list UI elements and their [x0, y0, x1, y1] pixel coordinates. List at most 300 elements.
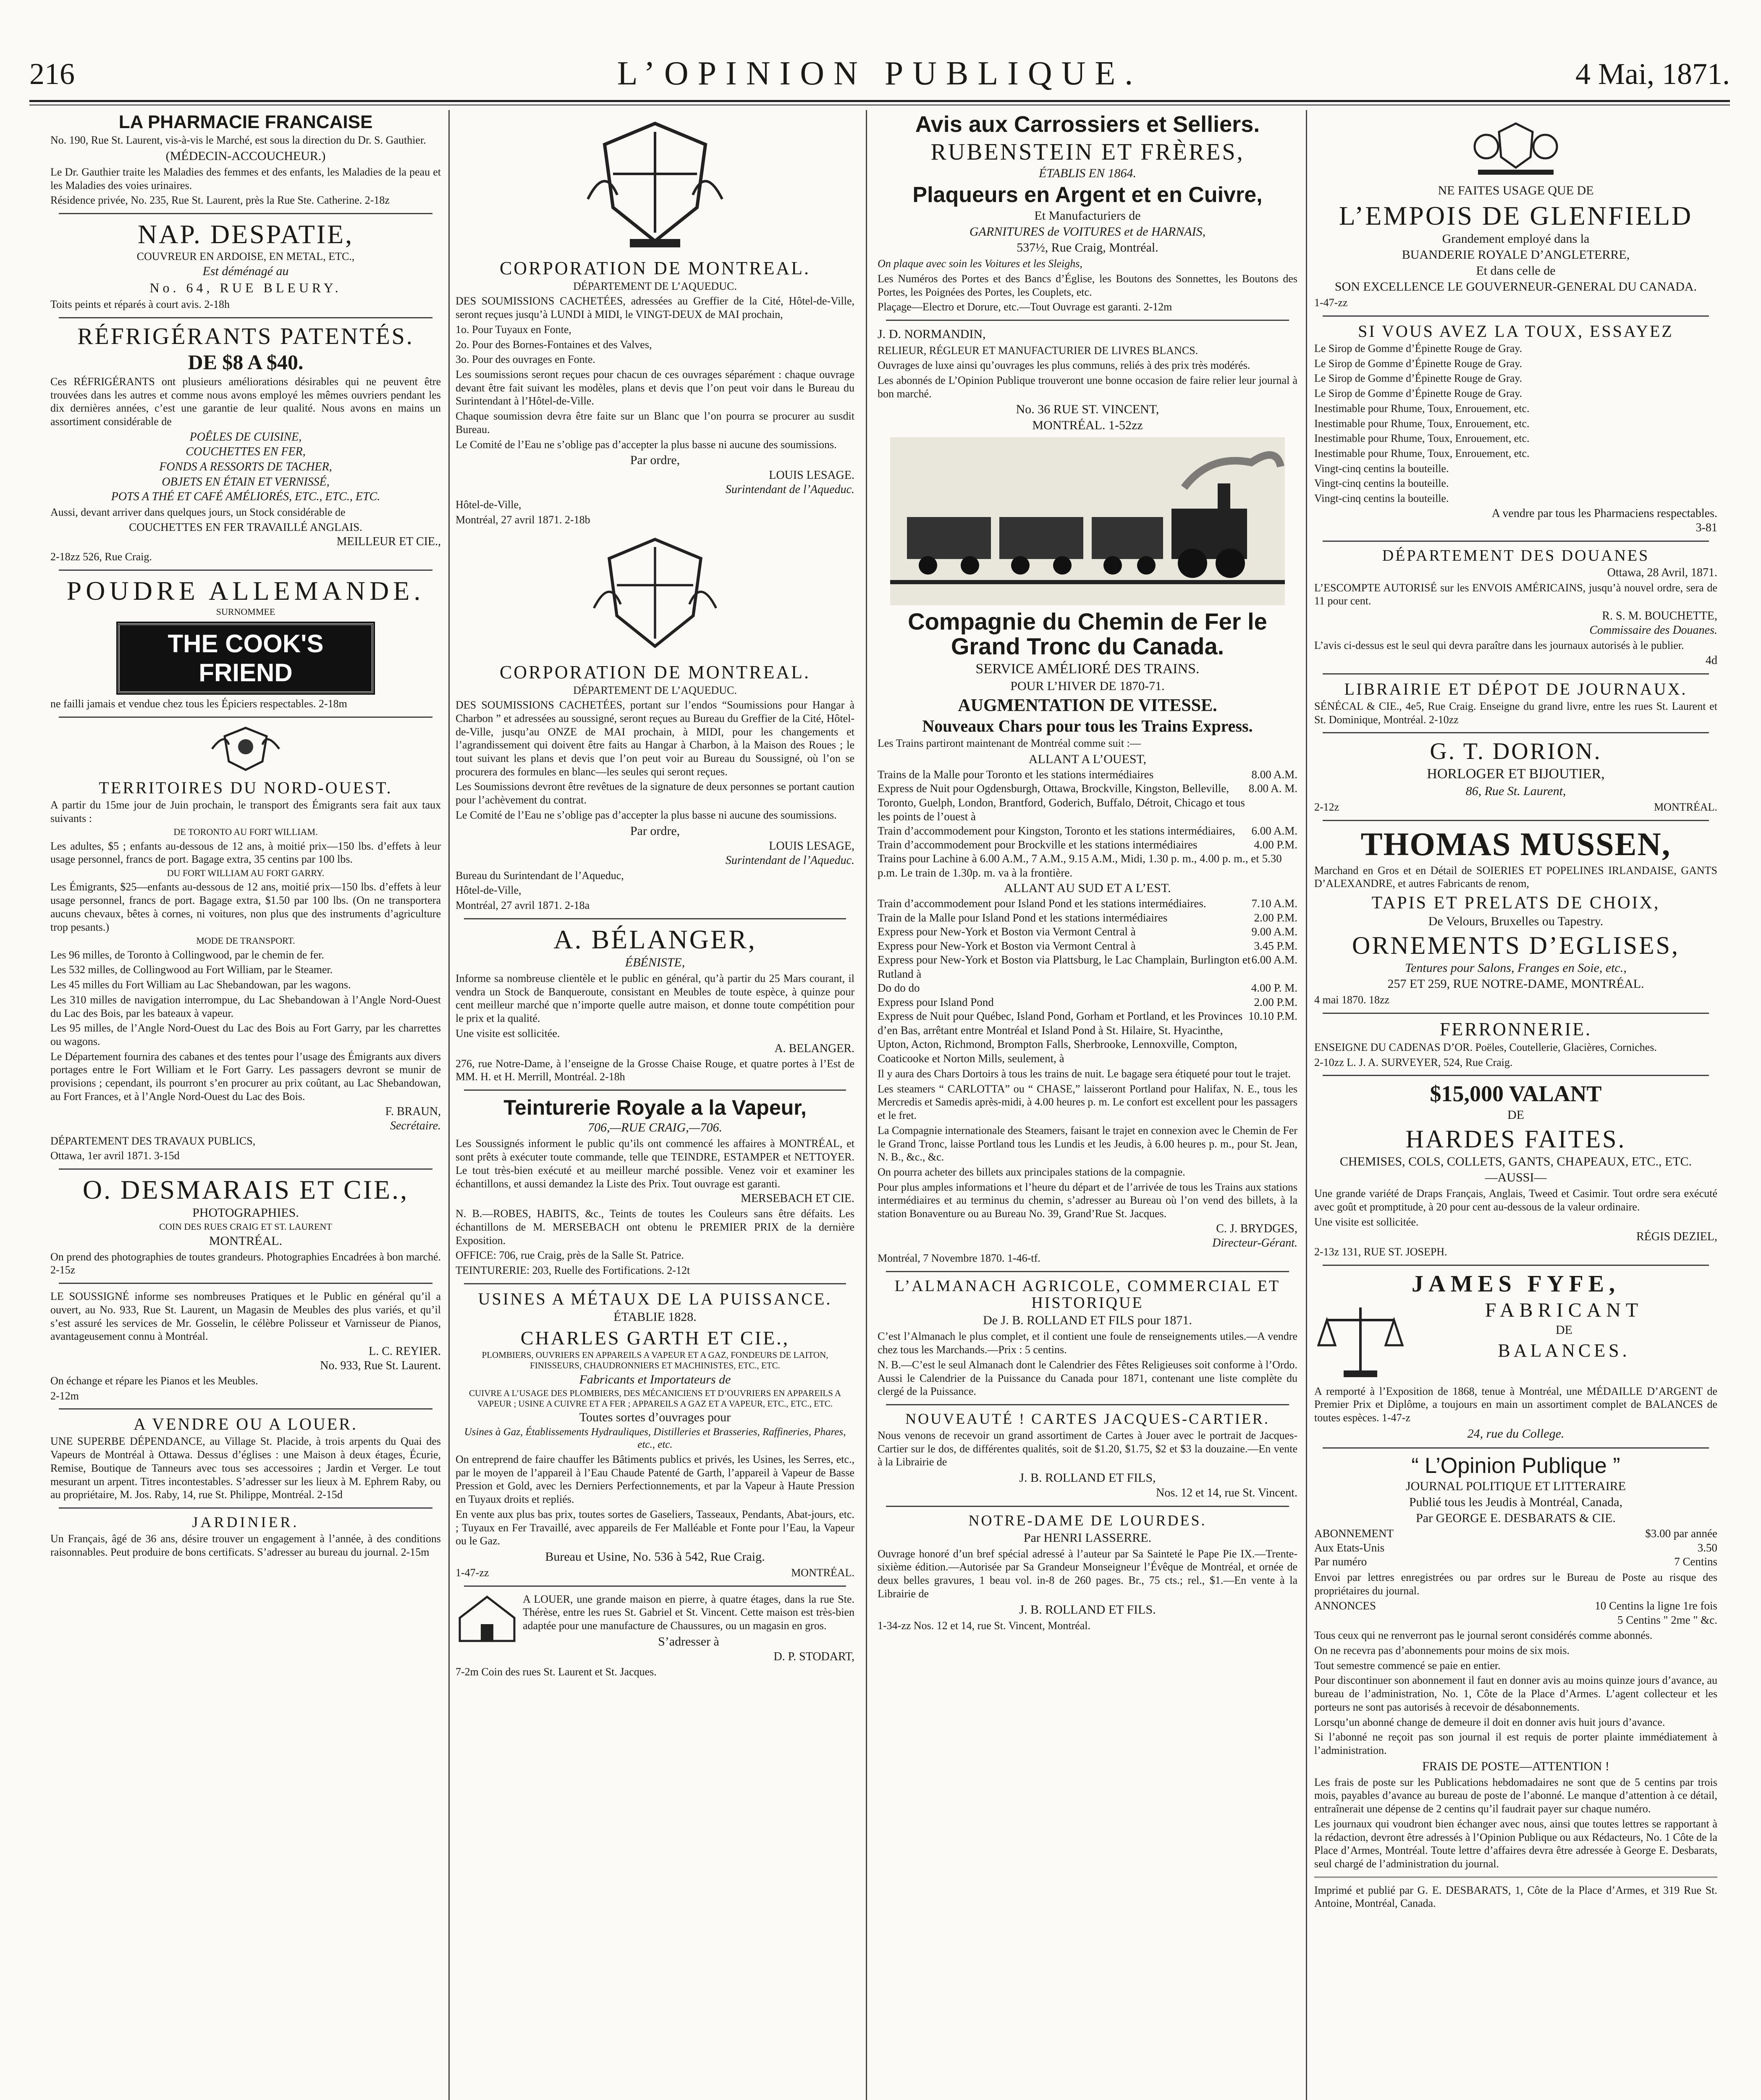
ad-text: Le Dr. Gauthier traite les Maladies des femmes et des enfants, les Maladies de la peau et les Maladies des voies urinaires. — [50, 165, 441, 192]
ad-text: A remporté à l’Exposition de 1868, tenue à Montréal, une MÉDAILLE D’ARGENT de Premier Prix et Diplôme, a toujours en main un assortiment complet de BALANCES de toutes espèces. 1-47-z — [1314, 1385, 1717, 1424]
ad-item: Inestimable pour Rhume, Toux, Enrouement, etc. — [1314, 417, 1530, 430]
ad-text: Hôtel-de-Ville, — [456, 499, 521, 511]
ad-text: DES SOUMISSIONS CACHETÉES, adressées au Greffier de la Cité, Hôtel-de-Ville, seront reçues jusqu’à LUNDI à MIDI, le VINGT-DEUX de MAI prochain, — [456, 295, 854, 321]
ad-text: Et Manufacturiers de — [1034, 209, 1141, 223]
ad-text: Il y aura des Chars Dortoirs à tous les trains de nuit. Le bagage sera étiqueté pour tout le trajet. — [878, 1068, 1291, 1080]
ad-corporation-1 — [456, 259, 854, 527]
ad-text: Un Français, âgé de 36 ans, désire trouver un engagement à l’année, à des conditions raisonnables. Peut produire de bons certificats. S’adresser au bureau du journal. 2-15m — [50, 1532, 441, 1558]
ad-text: DES SOUMISSIONS CACHETÉES, portant sur l’endos “Soumissions pour Hangar à Charbon ” et adressées au soussigné, seront reçues au Bureau du Greffier de la Cité, Hôtel-de-Ville, jusqu’au ONZE de MAI prochain, à MIDI, pour les changements et l’agrandissement qui doivent être faits au Hangar à Charbon, à la Maison des Roues ; le tout suivant les plans et devis que l’on peut voir au Bureau du Soussigné, où l’on se procurera des formules en blanc—les seules qui seront reçues. — [456, 699, 854, 778]
ad-usines — [456, 1290, 854, 1580]
ad-item: 1o. Pour Tuyaux en Fonte, — [456, 323, 571, 336]
ad-text: L’ESCOMPTE AUTORISÉ sur les ENVOIS AMÉRICAINS, jusqu’à nouvel ordre, sera de 11 pour cent. — [1314, 581, 1717, 607]
ad-text: Chaque soumission devra être faite sur un Blanc que l’on pourra se procurer au susdit Bureau. — [456, 410, 854, 436]
ad-text: Publié tous les Jeudis à Montréal, Canada, — [1409, 1495, 1623, 1509]
montreal-crest-icon — [584, 532, 726, 658]
ad-item: Le Sirop de Gomme d’Épinette Rouge de Gray. — [1314, 372, 1523, 385]
house-icon — [456, 1593, 519, 1643]
ad-pharmacie — [50, 113, 441, 207]
ad-text: Pour plus amples informations et l’heure du départ et de l’arrivée de tous les Trains aux stations intermédiaires et au terminus du chemin, s’adresser au Bureau où l’on vend des billets, à la station Bonaventure ou au Bureau No. 39, Grand’Rue St. Jacques. — [878, 1181, 1297, 1220]
ad-text: Les 532 milles, de Collingwood au Fort William, par le Steamer. — [50, 963, 333, 976]
ad-address: Bureau et Usine, No. 536 à 542, Rue Craig. — [545, 1549, 765, 1564]
schedule-row: Do do do 4.00 P. M. — [878, 982, 1297, 995]
ad-address: 276, rue Notre-Dame, à l’enseigne de la Grosse Chaise Rouge, et quatre portes à l’Est de MM. H. et H. Merrill, Montréal. 2-18h — [456, 1057, 854, 1083]
ad-cartes — [878, 1411, 1297, 1500]
ad-footer: Toits peints et réparés à court avis. 2-18h — [50, 298, 230, 310]
ad-subtitle: RELIEUR, RÉGLEUR ET MANUFACTURIER DE LIVRES BLANCS. — [878, 344, 1198, 357]
ad-subtitle: HORLOGER ET BIJOUTIER, — [1427, 766, 1605, 782]
ad-text: Informe sa nombreuse clientèle et le public en général, qu’à partir du 25 Mars courant, il vendra un Stock de Banqueroute, consistant en Meubles de toute espèce, à quinze pour cent meilleur marché que n’importe quelle autre maison, et donne toute compétition pour le prix et la qualité. — [456, 972, 854, 1025]
ad-text: Envoi par lettres enregistrées ou par ordres sur le Bureau de Poste au risque des propriétaires du journal. — [1314, 1571, 1717, 1597]
locomotive-illustration — [890, 437, 1285, 605]
ad-signature: C. J. BRYDGES, — [1216, 1222, 1297, 1235]
ad-text: En vente aux plus bas prix, toutes sortes de Gaseliers, Tasseaux, Pendants, Abat-jours, etc. ; Tuyaux en Fer Travaillé, avec appareils de Fer Malléable et Fonte pour l’Eau, la Vapeur ou le Gaz. — [456, 1508, 854, 1547]
ad-signature: Secrétaire. — [390, 1119, 441, 1132]
ad-text: Le Comité de l’Eau ne s’oblige pas d’accepter la plus basse ni aucune des soumissions. — [456, 438, 837, 451]
ad-footer: 3-81 — [1695, 521, 1717, 534]
ad-text: Fabricants et Importateurs de — [579, 1372, 731, 1386]
ad-text: Les 310 milles de navigation interrompue, du Lac Shebandowan à l’Angle Nord-Ouest du Lac des Bois, par les bateaux à vapeur. — [50, 993, 441, 1019]
ad-text: S’adresser à — [658, 1634, 719, 1648]
ad-text: On ne recevra pas d’abonnements pour moins de six mois. — [1314, 1644, 1570, 1656]
newspaper-title: L’OPINION PUBLIQUE. — [617, 55, 1143, 92]
ad-address: No. 36 RUE ST. VINCENT, — [1016, 402, 1159, 417]
ad-footer: 2-10zz L. J. A. SURVEYER, 524, Rue Craig. — [1314, 1056, 1513, 1068]
ad-text: Ouvrages de luxe ainsi qu’ouvrages les plus communs, reliés à des prix très modérés. — [878, 359, 1250, 372]
ad-text: No. 190, Rue St. Laurent, vis-à-vis le Marché, est sous la direction du Dr. S. Gauthier. — [50, 134, 426, 147]
ad-title: LA PHARMACIE FRANCAISE — [118, 112, 373, 132]
ad-toux — [1314, 323, 1717, 535]
ad-subtitle: BALANCES. — [1498, 1340, 1630, 1361]
rate-row: ABONNEMENT $3.00 par année — [1314, 1527, 1717, 1540]
ad-reyier — [50, 1290, 441, 1402]
imprint: Imprimé et publié par G. E. DESBARATS, 1, Côte de la Place d’Armes, et 319 Rue St. Antoine, Montréal, Canada. — [1314, 1884, 1717, 1910]
masthead-rule — [29, 100, 1730, 105]
ad-text: Une visite est sollicitée. — [456, 1027, 560, 1040]
ad-item: 3o. Pour des ouvrages en Fonte. — [456, 353, 595, 366]
ad-title: L’ALMANACH AGRICOLE, COMMERCIAL ET HISTORIQUE — [894, 1277, 1281, 1312]
schedule-row: Express pour New-York et Boston via Vermont Central à 9.00 A.M. — [878, 925, 1297, 938]
ad-footer: Montréal, 27 avril 1871. 2-18b — [456, 514, 590, 526]
ad-text: Le Comité de l’Eau ne s’oblige pas d’accepter la plus basse ni aucune des soumissions. — [456, 808, 837, 821]
ad-text: DE — [1507, 1108, 1524, 1122]
ad-subtitle: DU FORT WILLIAM AU FORT GARRY. — [167, 868, 325, 879]
ad-title: FERRONNERIE. — [1439, 1018, 1592, 1040]
rate-row: Par numéro 7 Centins — [1314, 1555, 1717, 1568]
ad-signature: MEILLEUR ET CIE., — [336, 535, 441, 548]
ad-subtitle: MODE DE TRANSPORT. — [196, 935, 295, 946]
ad-belanger — [456, 925, 854, 1084]
ad-item: COUCHETTES EN FER, — [186, 445, 306, 459]
ad-signature: L. C. REYIER. — [369, 1344, 441, 1358]
ad-footer: 1-34-zz Nos. 12 et 14, rue St. Vincent, Montréal. — [878, 1619, 1091, 1632]
column-4 — [1314, 110, 1717, 2100]
ad-item: FONDS A RESSORTS DE TACHER, — [159, 460, 332, 473]
ad-city: MONTRÉAL. — [791, 1566, 854, 1579]
ad-footer: 4 mai 1870. 18zz — [1314, 994, 1390, 1006]
ad-footer: Montréal, 7 Novembre 1870. 1-46-tf. — [878, 1252, 1040, 1264]
column-divider — [866, 110, 867, 2100]
ad-text: Hôtel-de-Ville, — [456, 884, 521, 897]
ad-subtitle: DÉPARTEMENT DE L’AQUEDUC. — [573, 684, 737, 696]
ad-subtitle: ALLANT AU SUD ET A L’EST. — [1004, 881, 1171, 895]
ad-text: A vendre par tous les Pharmaciens respectables. — [1491, 507, 1717, 520]
schedule-row: Express pour New-York et Boston via Plattsburg, le Lac Champlain, Burlington et Rutland à 6.00 A.M. — [878, 953, 1297, 980]
ad-text: ENSEIGNE DU CADENAS D’OR. Poëles, Coutellerie, Glacières, Corniches. — [1314, 1041, 1657, 1053]
ad-douanes — [1314, 548, 1717, 667]
ad-text: Tentures pour Salons, Franges en Soie, etc., — [1405, 961, 1627, 975]
ad-address: 24, rue du College. — [1467, 1426, 1564, 1441]
ad-text: De Velours, Bruxelles ou Tapestry. — [1428, 914, 1604, 929]
ad-footer — [1314, 801, 1717, 814]
ad-text: Usines à Gaz, Établissements Hydrauliques, Distilleries et Brasseries, Raffineries, Phares, etc., etc. — [464, 1426, 846, 1450]
ad-subtitle: CHEMISES, COLS, COLLETS, GANTS, CHAPEAUX, ETC., ETC. — [1339, 1155, 1692, 1169]
column-1 — [50, 110, 441, 2100]
ad-signature: F. BRAUN, — [385, 1105, 441, 1118]
ad-text: SÉNÉCAL & CIE., 4e5, Rue Craig. Enseigne du grand livre, entre les rues St. Laurent et St. Dominique, Montréal. 2-10zz — [1314, 700, 1717, 726]
ad-text: Une visite est sollicitée. — [1314, 1215, 1419, 1228]
ad-title: CORPORATION DE MONTREAL. — [499, 662, 811, 682]
ad-title: RÉFRIGÉRANTS PATENTÉS. — [77, 323, 414, 349]
ad-item: Vingt-cinq centins la bouteille. — [1314, 477, 1449, 490]
ad-signature: D. P. STODART, — [773, 1650, 854, 1663]
ad-subtitle: ÉBÉNISTE, — [625, 955, 685, 969]
ad-footer: 4d — [1706, 654, 1717, 667]
ad-subtitle: FRAIS DE POSTE—ATTENTION ! — [1422, 1759, 1609, 1773]
ad-signature: RÉGIS DEZIEL, — [1636, 1230, 1717, 1244]
ad-address: 86, Rue St. Laurent, — [1465, 784, 1566, 798]
ad-subtitle: FABRICANT — [1485, 1299, 1643, 1321]
ad-text: BUANDERIE ROYALE D’ANGLETERRE, — [1402, 248, 1630, 262]
rate-row: 5 Centins " 2me " &c. — [1617, 1613, 1717, 1626]
ad-text: L’avis ci-dessus est le seul qui devra paraître dans les journaux autorisés à le publier. — [1314, 639, 1684, 652]
ad-text: A partir du 15me jour de Juin prochain, le transport des Émigrants sera fait aux taux suivants : — [50, 798, 441, 824]
ad-text: SON EXCELLENCE LE GOUVERNEUR-GENERAL DU CANADA. — [1334, 280, 1697, 294]
ad-title: HARDES FAITES. — [1405, 1125, 1626, 1153]
ad-item: Le Sirop de Gomme d’Épinette Rouge de Gray. — [1314, 387, 1523, 400]
ad-text: PLOMBIERS, OUVRIERS EN APPAREILS A VAPEUR ET A GAZ, FONDEURS DE LAITON, FINISSEURS, CHAUDRONNIERS ET MACHINISTES, ETC., ETC. — [482, 1350, 828, 1371]
schedule-row: Trains de la Malle pour Toronto et les stations intermédiaires 8.00 A.M. — [878, 768, 1297, 781]
montreal-crest-icon — [579, 115, 731, 254]
ad-signature: J. B. ROLLAND ET FILS. — [1019, 1602, 1156, 1617]
ad-text: CUIVRE A L’USAGE DES PLOMBIERS, DES MÉCANICIENS ET D’OUVRIERS EN APPAREILS A VAPEUR ; USINE A CUIVRE ET A FER ; APPAREILS A GAZ ET A VAPEUR, ETC., ETC., ETC. — [469, 1388, 841, 1409]
ad-almanach — [878, 1278, 1297, 1398]
ad-teinturerie — [456, 1097, 854, 1277]
ad-footer: 2-13z 131, RUE ST. JOSEPH. — [1314, 1246, 1447, 1258]
ad-signature: LOUIS LESAGE, — [769, 839, 854, 853]
ad-item: 2o. Pour des Bornes-Fontaines et des Valves, — [456, 338, 652, 351]
ad-desmarais — [50, 1176, 441, 1277]
ad-title: Teinturerie Royale a la Vapeur, — [503, 1095, 807, 1119]
ad-address: Nos. 12 et 14, rue St. Vincent. — [1156, 1486, 1297, 1499]
ad-footer: 7-2m Coin des rues St. Laurent et St. Jacques. — [456, 1665, 657, 1678]
ad-text: Grandement employé dans la — [1442, 232, 1590, 246]
ad-signature: J. B. ROLLAND ET FILS, — [1019, 1470, 1156, 1485]
ad-text: Les Soussignés informent le public qu’ils ont commencé les affaires à MONTRÉAL, et sont prêts à exécuter toute commande, telle que TEINDRE, ESTAMPER et NETTOYER. Le tout très-bien exécuté et au meilleur marché possible. Venez voir et examiner les échantillons, et aussi demandez la Liste des Prix. Tout ouvrage est garanti. — [456, 1137, 854, 1190]
ad-item: POTS A THÉ ET CAFÉ AMÉLIORÉS, ETC., ETC., ETC. — [111, 490, 380, 504]
schedule-row: Train d’accommodement pour Island Pond et les stations intermédiaires. 7.10 A.M. — [878, 897, 1297, 910]
page-number: 216 — [29, 57, 75, 91]
ad-item: OBJETS EN ÉTAIN ET VERNISSÉ, — [162, 475, 330, 488]
ad-subtitle: ORNEMENTS D’EGLISES, — [1352, 932, 1680, 960]
advert-rates — [1314, 1599, 1717, 1627]
ad-signature: Commissaire des Douanes. — [1589, 624, 1717, 637]
schedule-row: Express pour Island Pond 2.00 P.M. — [878, 995, 1297, 1008]
ad-item: Inestimable pour Rhume, Toux, Enrouement, etc. — [1314, 447, 1530, 459]
ad-title: JARDINIER. — [192, 1514, 299, 1530]
ad-text: Résidence privée, No. 235, Rue St. Laurent, près la Rue Ste. Catherine. 2-18z — [50, 194, 390, 207]
ad-subtitle: ALLANT A L’OUEST, — [1028, 752, 1147, 766]
ad-text: GARNITURES de VOITURES et de HARNAIS, — [969, 225, 1206, 239]
ad-text: Ces RÉFRIGÉRANTS ont plusieurs améliorations désirables qui ne peuvent être trouvées dans les autres et comme nous avons employé les mêmes ouvriers pendant les dix dernières années, c’est une garantie de leur qualité. Nous avons en mains un assortiment considérable de — [50, 375, 441, 428]
ad-text: Les Émigrants, $25—enfants au-dessous de 12 ans, moitié prix—150 lbs. d’effets à leur usage personnel, francs de port. Bagage extra, $1.50 par 100 lbs. (On ne transportera aucuns chevaux, bêtes à cornes, ni voitures, non plus que des instruments d’agriculture trop pesants.) — [50, 881, 441, 933]
ad-text: On pourra acheter des billets aux principales stations de la compagnie. — [878, 1166, 1185, 1179]
ad-title: NOTRE-DAME DE LOURDES. — [968, 1512, 1207, 1529]
ad-title: SI VOUS AVEZ LA TOUX, ESSAYEZ — [1358, 321, 1674, 341]
ad-text: Ouvrage honoré d’un bref spécial adressé à l’auteur par Sa Sainteté le Pape Pie IX.—Trente-sixième édition.—Autorisée par Sa Grandeur Monseigneur l’Évêque de Montréal, et ornée de deux belles gravures, 1 beau vol. in-8 de 260 pages. Br., 75 cts.; rel., $1.—En vente à la Librairie de — [878, 1547, 1297, 1600]
ad-librairie — [1314, 680, 1717, 726]
ad-text: Les journaux qui voudront bien échanger avec nous, ainsi que toutes lettres se rapportant à la rédaction, devront être adressés à l’Opinion Publique ou aux Rédacteurs, No. 1 Côte de la Place d’Armes, Montréal. Toute lettre d’affaires devra être adressée à George E. Desbarats, seul chargé de l’administration du journal. — [1314, 1817, 1717, 1870]
ad-price: DE $8 A $40. — [188, 350, 304, 374]
ad-text: Lorsqu’un abonné change de demeure il doit en donner avis huit jours d’avance. — [1314, 1716, 1665, 1728]
ad-signature: Surintendant de l’Aqueduc. — [725, 853, 854, 867]
ad-ferronnerie — [1314, 1020, 1717, 1069]
ad-address: MONTRÉAL. — [209, 1234, 283, 1248]
ad-text: Les abonnés de L’Opinion Publique trouveront une bonne occasion de faire relier leur journal à bon marché. — [878, 374, 1297, 400]
ad-title: Plaqueurs en Argent et en Cuivre, — [912, 183, 1263, 207]
ad-subtitle: Par HENRI LASSERRE. — [1023, 1530, 1152, 1545]
ad-address: 537½, Rue Craig, Montréal. — [1017, 241, 1158, 255]
schedule-row: Express pour New-York et Boston via Vermont Central à 3.45 P.M. — [878, 939, 1297, 952]
ad-text: Ottawa, 28 Avril, 1871. — [1607, 566, 1717, 579]
royal-arms-icon — [1461, 115, 1570, 178]
ad-text: Les frais de poste sur les Publications hebdomadaires ne sont que de 5 centins par trois mois, payables d’avance au bureau de poste de l’abonné. Le manque d’attention à ce détail, entraînerait une dépense de 2 centins qu’il faudrait payer sur chaque numéro. — [1314, 1776, 1717, 1815]
ad-text: Le Département fournira des cabanes et des tentes pour l’usage des Émigrants aux divers portages entre le Fort William et le Fort Garry. Les passagers devront se munir de provisions ; cependant, ils pourront s’en procurer au prix coûtant, au Lac Shebandowan, au Fort Frances, et à l’Angle Nord-Ouest du Lac des Bois. — [50, 1050, 441, 1102]
ad-item: Vingt-cinq centins la bouteille. — [1314, 462, 1449, 475]
ad-name: RUBENSTEIN ET FRÈRES, — [930, 139, 1245, 165]
schedule-row: Express de Nuit pour Ogdensburgh, Ottawa, Brockville, Kingston, Belleville, Toronto, Guelph, London, Brantford, Goderich, Buffalo, Détroit, Chicago et tous les points de l’ouest à 8.00 A. M. — [878, 782, 1297, 823]
ad-territoires — [50, 724, 441, 1163]
column-2 — [456, 110, 854, 2100]
ad-signature: Surintendant de l’Aqueduc. — [725, 483, 854, 496]
schedule-row: Train d’accommodement pour Brockville et les stations intermédiaires 4.00 P.M. — [878, 838, 1297, 851]
ad-subtitle: ÉTABLIE 1828. — [613, 1310, 697, 1324]
ad-subtitle: SERVICE AMÉLIORÉ DES TRAINS. — [975, 661, 1200, 677]
ad-text: Les soumissions seront reçues pour chacun de ces ouvrages séparément : chaque ouvrage devant être fait suivant les modèles, plans et devis que l’on peut voir dans le Bureau du Surintendant à l’Hôtel-de-Ville. — [456, 368, 854, 407]
ad-title: O. DESMARAIS ET CIE., — [82, 1175, 409, 1205]
ad-glenfield — [1314, 183, 1717, 310]
ad-signature: R. S. M. BOUCHETTE, — [1602, 609, 1717, 623]
ad-title: “ L’Opinion Publique ” — [1411, 1453, 1620, 1478]
ad-subtitle: De J. B. ROLLAND ET FILS pour 1871. — [983, 1313, 1192, 1328]
ad-code: 2-12z — [1314, 801, 1339, 813]
ad-grand-tronc — [878, 609, 1297, 1265]
ad-item: POÊLES DE CUISINE, — [189, 430, 302, 444]
ad-text: ne failli jamais et vendue chez tous les Épiciers respectables. 2-18m — [50, 698, 347, 710]
rate-row: Aux Etats-Unis 3.50 — [1314, 1541, 1717, 1554]
ad-title: THOMAS MUSSEN, — [1360, 825, 1671, 862]
ad-text: On prend des photographies de toutes grandeurs. Photographies Encadrées à bon marché. 2-15z — [50, 1250, 441, 1276]
ad-footer — [456, 1566, 854, 1580]
ad-fyfe — [1314, 1272, 1717, 1441]
ad-text: On plaque avec soin les Voitures et les Sleighs, — [878, 257, 1082, 270]
ad-address: 706,—RUE CRAIG,—706. — [588, 1121, 722, 1135]
ad-text: Si l’abonné ne reçoit pas son journal il est requis de porter plainte immédiatement à l’administration. — [1314, 1731, 1717, 1757]
ad-title: A VENDRE OU A LOUER. — [134, 1415, 358, 1434]
ad-text: OFFICE: 706, rue Craig, près de la Salle St. Patrice. — [456, 1249, 684, 1262]
ad-subtitle: SURNOMMEE — [216, 606, 275, 617]
ad-title: NAP. DESPATIE, — [137, 219, 354, 249]
ad-address: No. 64, RUE BLEURY. — [149, 280, 342, 296]
ad-signature: MERSEBACH ET CIE. — [741, 1192, 854, 1205]
ad-subtitle: POUR L’HIVER DE 1870-71. — [1010, 679, 1165, 693]
ad-subtitle: JOURNAL POLITIQUE ET LITTERAIRE — [1405, 1479, 1626, 1494]
ad-title: USINES A MÉTAUX DE LA PUISSANCE. — [478, 1289, 832, 1308]
ad-footer: 1-47-zz — [1314, 297, 1348, 309]
ad-text: Par ordre, — [630, 824, 680, 838]
ad-poudre — [50, 577, 441, 711]
ad-code: 1-47-zz — [456, 1566, 489, 1579]
ad-footer: 2-12m — [50, 1389, 79, 1402]
ad-footer: TEINTURERIE: 203, Ruelle des Fortifications. 2-12t — [456, 1264, 690, 1277]
ad-text: UNE SUPERBE DÉPENDANCE, au Village St. Placide, à trois arpents du Quai des Vapeurs de Montréal à Ottawa. Dessus d’églises : une Maison à deux étages, Écurie, Remise, Boutique de Tanneurs avec tous ses accessoires ; Jardin et Verger. Le tout mesurant un arpent. Titres incontestables. S’adresser sur les lieux à M. Ephrem Raby, ou au propriétaire, M. Jos. Raby, 14, rue St. Philippe, Montréal. 2-15d — [50, 1435, 441, 1501]
ad-title: LIBRAIRIE ET DÉPOT DE JOURNAUX. — [1344, 679, 1688, 698]
rate-row: ANNONCES 10 Centins la ligne 1re fois — [1314, 1599, 1717, 1612]
ad-signature: Directeur-Gérant. — [1212, 1236, 1297, 1250]
ad-city: MONTRÉAL. — [1654, 801, 1717, 813]
ad-text: NE FAITES USAGE QUE DE — [1438, 184, 1594, 197]
schedule-row: Train d’accommodement pour Kingston, Toronto et les stations intermédiaires, 6.00 A.M. — [878, 824, 1297, 837]
ad-text: N. B.—C’est le seul Almanach dont le Calendrier des Fêtes Religieuses soit conforme à l’Ordo. Aussi le Calendrier de la Puissance du Canada pour 1871, contenant une liste complète du clergé de la Puissance. — [878, 1358, 1297, 1398]
ad-title: L’EMPOIS DE GLENFIELD — [1339, 201, 1693, 231]
ad-text: Par GEORGE E. DESBARATS & CIE. — [1416, 1511, 1616, 1525]
ad-refrigerants — [50, 324, 441, 564]
ad-corporation-2 — [456, 663, 854, 912]
ad-signature: A. BELANGER. — [774, 1042, 854, 1055]
ad-text: DE — [1556, 1323, 1572, 1337]
ad-signature: LOUIS LESAGE. — [769, 469, 854, 482]
ad-item: Inestimable pour Rhume, Toux, Enrouement, etc. — [1314, 402, 1530, 415]
ad-item: Le Sirop de Gomme d’Épinette Rouge de Gray. — [1314, 357, 1523, 370]
ad-title: DÉPARTEMENT DES DOUANES — [1382, 546, 1650, 564]
ad-text: Toutes sortes d’ouvrages pour — [579, 1410, 731, 1424]
ad-title: NOUVEAUTÉ ! CARTES JACQUES-CARTIER. — [905, 1410, 1270, 1427]
ad-text: Les Soumissions devront être revêtues de la signature de deux personnes se portant caution pour l’achèvement du contrat. — [456, 780, 854, 806]
ad-title: JAMES FYFE, — [1412, 1270, 1620, 1297]
west-schedule — [878, 768, 1297, 880]
ad-text: La Compagnie internationale des Steamers, faisant le trajet en connexion avec le Chemin de Fer le Grand Tronc, laisse Portland tous les Lundis et les Jeudis, à 6.00 heures p. m., pour St. Jean, N. B., &c., &c. — [878, 1124, 1297, 1163]
ad-subtitle: AUGMENTATION DE VITESSE. — [958, 696, 1217, 715]
ad-text: C’est l’Almanach le plus complet, et il contient une foule de renseignements utiles.—A vendre chez tous les Marchands.—Prix : 5 centins. — [878, 1330, 1297, 1356]
ad-text: Les steamers “ CARLOTTA” ou “ CHASE,” laisseront Portland pour Halifax, N. E., tous les Mercredis et Samedis après-midi, à 4.00 heures p. m. Le confort est excellent pour les passagers et le fret. — [878, 1082, 1297, 1122]
ad-footer: Ottawa, 1er avril 1871. 3-15d — [50, 1150, 180, 1162]
ad-subtitle: DE TORONTO AU FORT WILLIAM. — [173, 827, 318, 837]
ad-text: Nous venons de recevoir un grand assortiment de Cartes à Jouer avec le portrait de Jacques-Cartier sur le dos, de différentes qualités, soit de $1.20, $1.75, $2 et $3 la douzaine.—En vente à la Librairie de — [878, 1429, 1297, 1468]
ad-text: Les 96 milles, de Toronto à Collingwood, par le chemin de fer. — [50, 948, 324, 961]
ad-text: Plaçage—Electro et Dorure, etc.—Tout Ouvrage est garanti. 2-12m — [878, 301, 1172, 313]
ad-subtitle: (MÉDECIN-ACCOUCHEUR.) — [165, 149, 326, 163]
ad-text: Les Trains partiront maintenant de Montréal comme suit :— — [878, 737, 1141, 749]
coat-of-arms-icon — [204, 724, 288, 774]
ad-text: Est déménagé au — [202, 264, 289, 278]
ad-title: POUDRE ALLEMANDE. — [66, 575, 425, 606]
ad-lourdes — [878, 1513, 1297, 1632]
ad-item: Vingt-cinq centins la bouteille. — [1314, 492, 1449, 505]
ad-text: Pour discontinuer son abonnement il faut en donner avis au moins quinze jours d’avance, au bureau de l’administration, No. 1, Côte de la Place d’Armes. L’agent collecteur et les porteurs ne sont pas autorisés à recevoir de désabonnements. — [1314, 1674, 1717, 1713]
column-divider — [1306, 110, 1307, 2100]
ad-title: Compagnie du Chemin de Fer le Grand Tronc du Canada. — [908, 608, 1267, 660]
opinion-publique-info — [1314, 1454, 1717, 1910]
ad-item: Inestimable pour Rhume, Toux, Enrouement, etc. — [1314, 432, 1530, 445]
ad-address: 257 ET 259, RUE NOTRE-DAME, MONTRÉAL. — [1387, 977, 1644, 991]
ad-nap-despatie — [50, 220, 441, 311]
ad-address: COIN DES RUES CRAIG ET ST. LAURENT — [159, 1221, 332, 1232]
ad-subtitle: Nouveaux Chars pour tous les Trains Express. — [922, 716, 1253, 735]
ad-text: Tous ceux qui ne renverront pas le journal seront considérés comme abonnés. — [1314, 1629, 1653, 1642]
subscription-rates — [1314, 1527, 1717, 1569]
ad-title: CORPORATION DE MONTREAL. — [499, 258, 811, 278]
ad-title: G. T. DORION. — [1430, 738, 1602, 765]
ad-text: Marchand en Gros et en Détail de SOIERIES ET POPELINES IRLANDAISE, GANTS D’ALEXANDRE, et autres Fabricants de renom, — [1314, 864, 1717, 890]
ad-address: No. 933, Rue St. Laurent. — [320, 1359, 441, 1372]
ad-name: J. D. NORMANDIN, — [878, 327, 986, 341]
ad-text: On échange et répare les Pianos et les Meubles. — [50, 1374, 258, 1387]
ad-dorion — [1314, 739, 1717, 814]
ad-text: Les Numéros des Portes et des Bancs d’Église, les Boutons des Sonnettes, les Boutons des Portes, les Poignées des Portes, les Couplets, etc. — [878, 272, 1297, 298]
masthead — [29, 52, 1730, 99]
ad-address: MONTRÉAL. 1-52zz — [1032, 418, 1143, 433]
ad-jardinier — [50, 1515, 441, 1559]
schedule-row: Express de Nuit pour Québec, Island Pond, Gorham et Portland, et les Provinces d’en Bas, arrêtant entre Montréal et Island Pond à St. Hilaire, St. Hyacinthe, Upton, Acton, Richmond, Brompton Falls, Sherbrooke, Lennoxville, Compton, Coaticooke et Norton Mills, seulement, à 10.10 P.M. — [878, 1010, 1297, 1065]
issue-date: 4 Mai, 1871. — [1575, 57, 1730, 91]
ad-carrossiers — [878, 113, 1297, 314]
ad-mussen — [1314, 827, 1717, 1007]
ad-subtitle: PHOTOGRAPHIES. — [192, 1206, 299, 1220]
ad-text: DÉPARTEMENT DES TRAVAUX PUBLICS, — [50, 1134, 256, 1147]
ad-subtitle: DÉPARTEMENT DE L’AQUEDUC. — [573, 280, 737, 293]
ad-subtitle: TAPIS ET PRELATS DE CHOIX, — [1371, 893, 1660, 913]
ad-vendre — [50, 1415, 441, 1502]
schedule-row: Trains pour Lachine à 6.00 A.M., 7 A.M., 9.15 A.M., Midi, 1.30 p. m., 4.00 p. m., et 5.30 p.m. Le train de 1.30p. m. va à la frontière. — [878, 852, 1282, 879]
ad-normandin — [878, 327, 1297, 433]
ad-name: CHARLES GARTH ET CIE., — [520, 1327, 790, 1349]
ad-text: Une grande variété de Draps Français, Anglais, Tweed et Casimir. Tout ordre sera exécuté avec goût et promptitude, à 20 pour cent au-dessous de la valeur ordinaire. — [1314, 1187, 1717, 1213]
ad-text: Aussi, devant arriver dans quelques jours, un Stock considérable de — [50, 506, 346, 518]
ad-text: N. B.—ROBES, HABITS, &c., Teints de toutes les Couleurs sans être défaits. Les échantillons de M. MERSEBACH ont obtenu le PREMIER PRIX de la dernière Exposition. — [456, 1208, 854, 1247]
ad-text: COUCHETTES EN FER TRAVAILLÉ ANGLAIS. — [129, 521, 362, 534]
ad-price: $15,000 VALANT — [1430, 1081, 1602, 1107]
ad-title: A. BÉLANGER, — [553, 924, 757, 954]
ad-text: Bureau du Surintendant de l’Aqueduc, — [456, 869, 624, 882]
ad-item: Le Sirop de Gomme d’Épinette Rouge de Gray. — [1314, 342, 1523, 354]
ad-hardes — [1314, 1082, 1717, 1259]
ad-text: On entreprend de faire chauffer les Bâtiments publics et privés, les Usines, les Serres, etc., par le moyen de l’appareil à l’Eau Chaude Patenté de Garth, l’appareil à Vapeur de Basse Pression et Gold, avec les Derniers Perfectionnements, et par la Vapeur à Haute Pression en Tuyaux droits et repliés. — [456, 1453, 854, 1506]
ad-text: A LOUER, une grande maison en pierre, à quatre étages, dans la rue Ste. Thérèse, entre les rues St. Gabriel et St. Vincent. Cette maison est très-bien adaptée pour une manufacture de Chaussures, ou un magasin en gros. — [523, 1593, 854, 1632]
ad-title: TERRITOIRES DU NORD-OUEST. — [99, 778, 393, 797]
scale-icon — [1314, 1299, 1407, 1383]
ad-text: Tout semestre commencé se paie en entier. — [1314, 1659, 1501, 1672]
ad-text: —AUSSI— — [1485, 1171, 1547, 1185]
ad-subtitle: COUVREUR EN ARDOISE, EN METAL, ETC., — [136, 250, 355, 263]
ad-subtitle: ÉTABLIS EN 1864. — [1039, 166, 1136, 181]
ad-a-louer — [456, 1593, 854, 1679]
ad-footer: 2-18zz 526, Rue Craig. — [50, 550, 152, 563]
column-divider — [448, 110, 450, 2100]
east-schedule — [878, 897, 1297, 1066]
ad-text: Les 95 milles, de l’Angle Nord-Ouest du Lac des Bois au Fort Garry, par les charrettes ou wagons. — [50, 1022, 441, 1048]
ad-text: Et dans celle de — [1476, 264, 1556, 278]
ad-title: Avis aux Carrossiers et Selliers. — [915, 112, 1260, 137]
schedule-row: Train de la Malle pour Island Pond et les stations intermédiaires 2.00 P.M. — [878, 911, 1297, 924]
